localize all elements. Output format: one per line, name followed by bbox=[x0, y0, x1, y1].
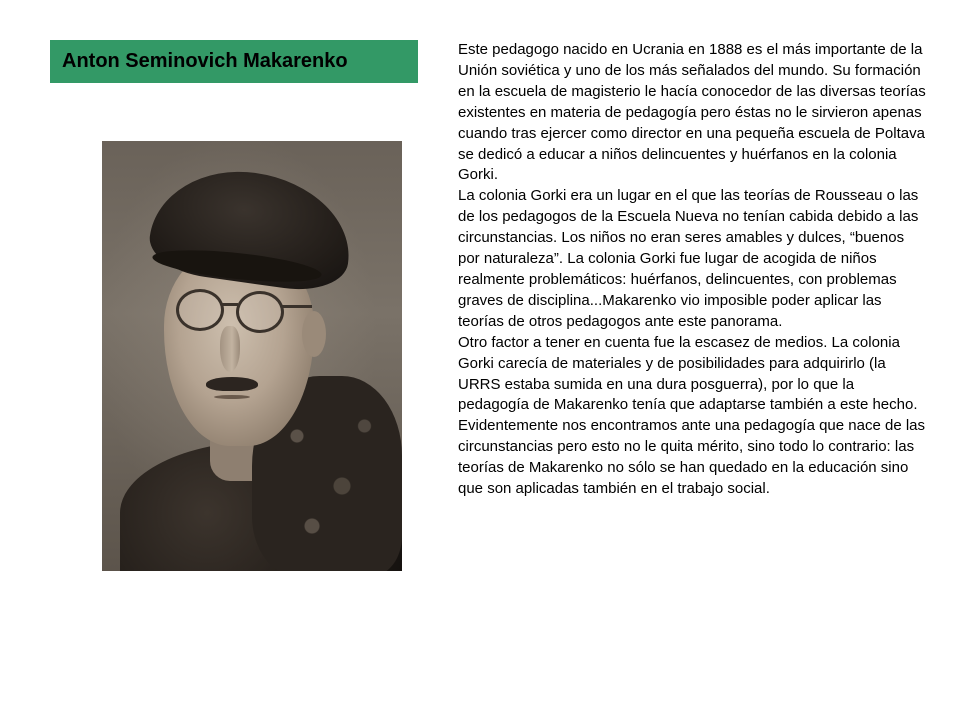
page-title: Anton Seminovich Makarenko bbox=[62, 50, 348, 72]
paragraph-colonia-gorki: La colonia Gorki era un lugar en el que las teorías de Rousseau o las de los pedagogos de la Escuela Nueva no tenían cabida debido a las circunstancias. Los niños no eran seres amables y dulces, “buenos por naturaleza”. La colonia Gorki fue lugar de acogida de niños realmente problemáticos: huérfanos, delincuentes, con problemas graves de disciplina...Makarenko vio imposible poder aplicar las teorías de otros pedagogos ante este panorama. bbox=[458, 187, 919, 330]
ear-shape bbox=[302, 311, 326, 357]
title-banner bbox=[50, 40, 418, 83]
glasses-temple bbox=[282, 305, 312, 308]
paragraph-intro: Este pedagogo nacido en Ucrania en 1888 es el más importante de la Unión soviética y uno de los más señalados del mundo. Su formación en la escuela de magisterio le hacía conocedor de las diversas teorías existentes en materia de pedagogía pero éstas no le sirvieron apenas cuando tras ejercer como director en una pequeña escuela de Poltava se dedicó a educar a niños delincuentes y huérfanos en la colonia Gorki. bbox=[458, 41, 926, 184]
glasses-right-lens bbox=[236, 291, 284, 333]
mustache-shape bbox=[206, 377, 258, 391]
biography-text bbox=[458, 40, 928, 500]
nose-shape bbox=[220, 326, 240, 372]
mouth-shape bbox=[214, 395, 250, 399]
portrait-photo-icon bbox=[102, 141, 402, 571]
glasses-bridge bbox=[222, 303, 238, 306]
paragraph-escasez-medios: Otro factor a tener en cuenta fue la escasez de medios. La colonia Gorki carecía de materiales y de posibilidades para adquirirlo (la URRS estaba sumida en una dura posguerra), por lo que la pedagogía de Makarenko tenía que adaptarse también a este hecho. Evidentemente nos encontramos ante una pedagogía que nace de las circunstancias pero esto no le quita mérito, sino todo lo contrario: las teorías de Makarenko no sólo se han quedado en la educación sino que son aplicadas también en el trabajo social. bbox=[458, 333, 926, 498]
glasses-left-lens bbox=[176, 289, 224, 331]
